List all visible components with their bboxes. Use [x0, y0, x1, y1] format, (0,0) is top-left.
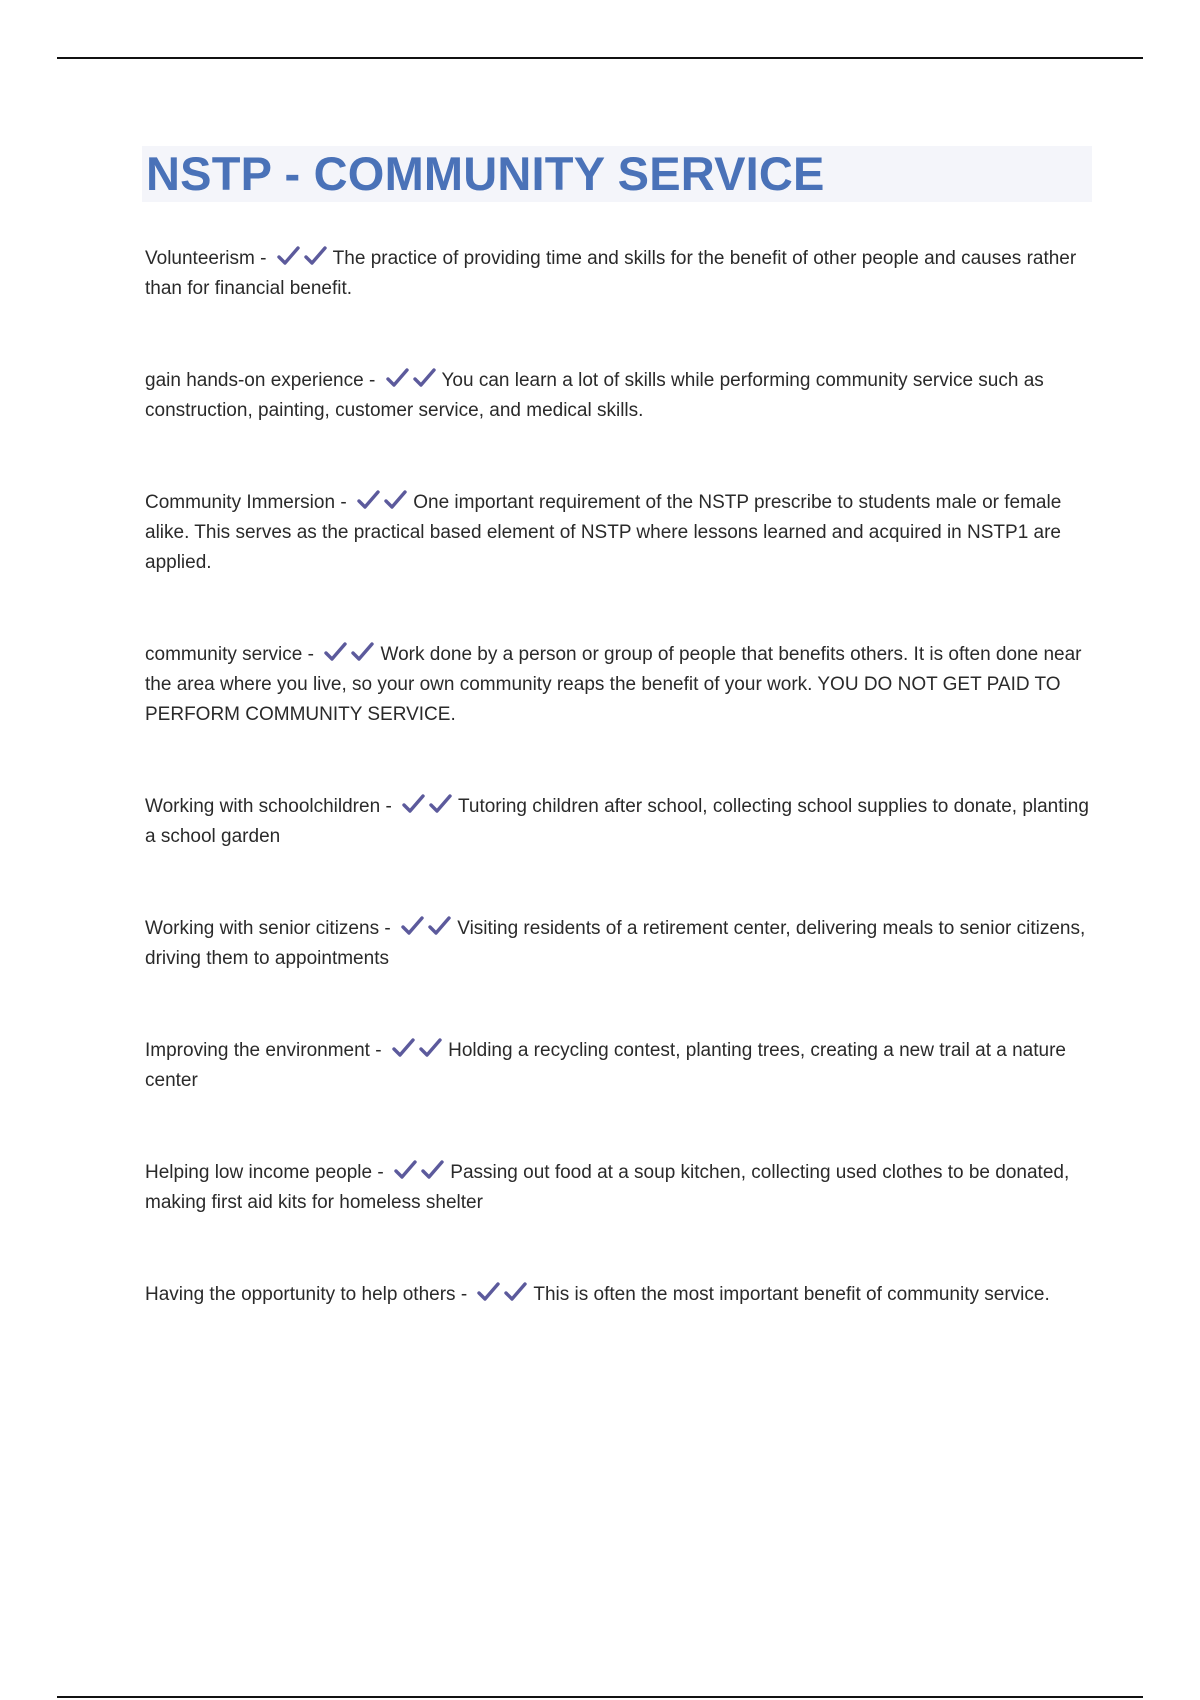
checkmark-icon — [413, 367, 437, 389]
list-item — [145, 1036, 1095, 1096]
list-item — [145, 640, 1095, 730]
entry-separator: - — [260, 248, 267, 269]
entry-separator: - — [384, 918, 391, 939]
checkmark-icon — [304, 245, 328, 267]
checkmark-icon — [357, 489, 381, 511]
checkmark-icon — [277, 245, 301, 267]
entry-separator: - — [460, 1284, 468, 1305]
checkmark-icon — [386, 367, 410, 389]
checkmark-icon — [477, 1281, 501, 1303]
checkmark-icon — [504, 1281, 528, 1303]
entry-definition: Work done by a person or group of people that benefits others. It is often done near the area where you live, so your own community reaps the benefit of your work. YOU DO NOT GET PAID TO PERFORM COMMUNITY SERVICE. — [145, 644, 1082, 725]
entry-term: Having the opportunity to help others — [145, 1284, 456, 1305]
entry-separator: - — [377, 1162, 384, 1183]
entry-term: Working with schoolchildren — [145, 796, 381, 817]
list-item — [145, 366, 1095, 426]
entry-separator: - — [385, 796, 392, 817]
entry-separator: - — [340, 492, 347, 513]
checkmark-icon — [384, 489, 408, 511]
checkmark-icon — [324, 641, 348, 663]
entry-definition: You can learn a lot of skills while performing community service such as construction, painting, customer service, and medical skills. — [145, 370, 1044, 421]
entry-term: Volunteerism — [145, 248, 255, 269]
entry-term: Improving the environment — [145, 1040, 370, 1061]
flashcard-list — [145, 244, 1095, 1372]
entry-term: Helping low income people — [145, 1162, 373, 1183]
entry-definition: Visiting residents of a retirement center, delivering meals to senior citizens, driving them to appointments — [145, 918, 1086, 969]
checkmark-icon — [394, 1159, 418, 1181]
list-item — [145, 244, 1095, 304]
entry-term: Working with senior citizens — [145, 918, 380, 939]
entry-definition: Tutoring children after school, collecting school supplies to donate, planting a school garden — [145, 796, 1089, 847]
checkmark-icon — [392, 1037, 416, 1059]
checkmark-icon — [429, 793, 453, 815]
checkmark-icon — [421, 1159, 445, 1181]
entry-definition: This is often the most important benefit of community service. — [533, 1284, 1050, 1305]
list-item — [145, 488, 1095, 578]
document-title: NSTP - COMMUNITY SERVICE — [146, 147, 825, 200]
list-item — [145, 1280, 1095, 1310]
entry-separator: - — [375, 1040, 382, 1061]
list-item — [145, 914, 1095, 974]
checkmark-icon — [351, 641, 375, 663]
bottom-rule — [57, 1696, 1143, 1698]
entry-definition: One important requirement of the NSTP prescribe to students male or female alike. This serves as the practical based element of NSTP where lessons learned and acquired in NSTP1 are applied. — [145, 492, 1062, 573]
checkmark-icon — [419, 1037, 443, 1059]
checkmark-icon — [402, 793, 426, 815]
list-item — [145, 792, 1095, 852]
entry-definition: Holding a recycling contest, planting trees, creating a new trail at a nature center — [145, 1040, 1066, 1091]
entry-term: gain hands-on experience — [145, 370, 364, 391]
entry-separator: - — [368, 370, 376, 391]
entry-definition: The practice of providing time and skills for the benefit of other people and causes rather than for financial benefit. — [145, 248, 1077, 299]
entry-separator: - — [307, 644, 314, 665]
checkmark-icon — [401, 915, 425, 937]
entry-definition: Passing out food at a soup kitchen, collecting used clothes to be donated, making first aid kits for homeless shelter — [145, 1162, 1070, 1213]
top-rule — [57, 57, 1143, 59]
list-item — [145, 1158, 1095, 1218]
entry-term: community service — [145, 644, 303, 665]
checkmark-icon — [428, 915, 452, 937]
entry-term: Community Immersion — [145, 492, 336, 513]
